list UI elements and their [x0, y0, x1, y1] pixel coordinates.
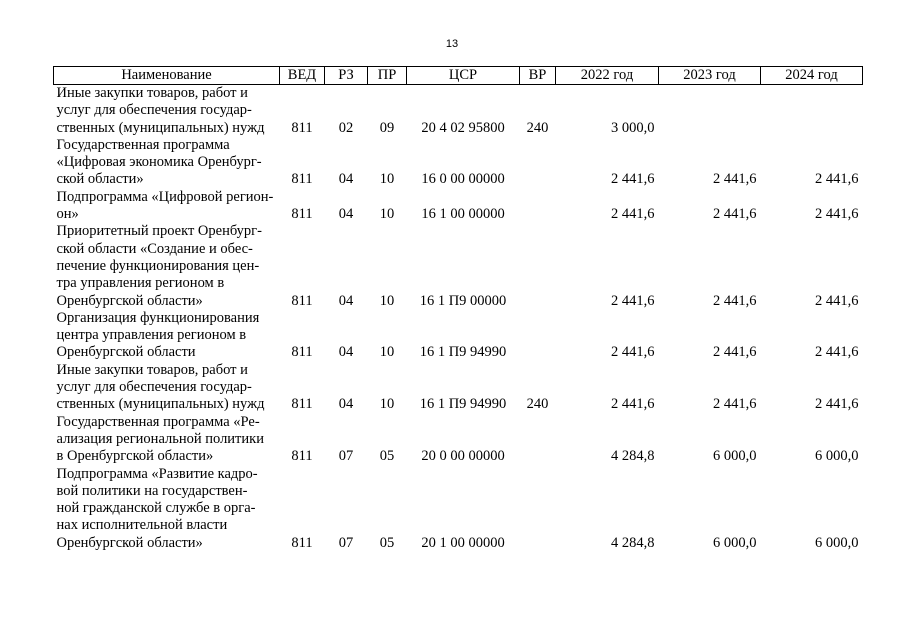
header-csr: ЦСР — [407, 67, 520, 85]
cell-name — [54, 189, 280, 224]
cell-csr: 20 0 00 00000 — [421, 448, 505, 465]
name-line: «Цифровая экономика Оренбург- — [56, 154, 262, 171]
cell-2023: 6 000,0 — [713, 534, 757, 551]
cell-csr: 20 1 00 00000 — [421, 534, 505, 551]
name-line: ной гражданской службе в орга- — [56, 500, 256, 517]
name-line: в Оренбургской области» — [56, 448, 214, 465]
header-2024: 2024 год — [761, 67, 863, 85]
header-ved: ВЕД — [280, 67, 325, 85]
cell-pr: 05 — [379, 534, 395, 551]
cell-ved: 811 — [291, 171, 313, 188]
header-2022: 2022 год — [556, 67, 659, 85]
name-line: Иные закупки товаров, работ и — [56, 85, 248, 101]
cell-2024: 2 441,6 — [815, 206, 859, 223]
cell-2022: 2 441,6 — [611, 292, 655, 309]
cell-2023: 2 441,6 — [713, 171, 757, 188]
cell-pr: 10 — [379, 396, 395, 413]
cell-2024: 2 441,6 — [815, 344, 859, 361]
cell-ved: 811 — [291, 119, 313, 136]
cell-pr: 10 — [379, 292, 395, 309]
cell-rz: 04 — [338, 171, 354, 188]
header-vr: ВР — [520, 67, 556, 85]
cell-vr — [520, 310, 556, 362]
name-line: Оренбургской области» — [56, 292, 203, 309]
cell-pr: 10 — [379, 171, 395, 188]
table-row — [54, 310, 863, 362]
cell-csr: 16 1 П9 94990 — [419, 344, 507, 361]
cell-vr — [520, 466, 556, 552]
cell-csr: 16 0 00 00000 — [421, 171, 505, 188]
cell-pr: 05 — [379, 448, 395, 465]
table-row — [54, 189, 863, 224]
name-line: Подпрограмма «Развитие кадро- — [56, 465, 258, 482]
cell-2023: 2 441,6 — [713, 292, 757, 309]
name-line: Приоритетный проект Оренбург- — [56, 223, 262, 240]
cell-rz: 04 — [338, 396, 354, 413]
cell-2023: 6 000,0 — [713, 448, 757, 465]
cell-2022: 4 284,8 — [611, 448, 655, 465]
cell-name — [54, 137, 280, 189]
cell-2022: 2 441,6 — [611, 206, 655, 223]
cell-ved: 811 — [291, 534, 313, 551]
name-line: Подпрограмма «Цифровой регион- — [56, 188, 274, 205]
cell-2022: 3 000,0 — [611, 119, 655, 136]
name-line: центра управления регионом в — [56, 327, 247, 344]
table-row — [54, 137, 863, 189]
header-rz: РЗ — [325, 67, 368, 85]
name-line: нах исполнительной власти — [56, 517, 228, 534]
cell-2023 — [659, 85, 761, 137]
cell-pr: 10 — [379, 344, 395, 361]
cell-name — [54, 310, 280, 362]
cell-ved: 811 — [291, 206, 313, 223]
cell-2024: 2 441,6 — [815, 292, 859, 309]
cell-ved: 811 — [291, 344, 313, 361]
cell-rz: 07 — [338, 534, 354, 551]
cell-vr: 240 — [526, 396, 549, 413]
cell-2022: 2 441,6 — [611, 344, 655, 361]
name-line: ской области» — [56, 171, 144, 188]
cell-vr — [520, 189, 556, 224]
cell-rz: 04 — [338, 292, 354, 309]
header-name: Наименование — [54, 67, 280, 85]
cell-rz: 04 — [338, 344, 354, 361]
cell-2024: 2 441,6 — [815, 171, 859, 188]
table-row — [54, 466, 863, 552]
cell-vr — [520, 414, 556, 466]
cell-csr: 16 1 П9 00000 — [419, 292, 507, 309]
name-line: печение функционирования цен- — [56, 257, 260, 274]
cell-name — [54, 466, 280, 552]
table-header-row — [54, 67, 863, 85]
cell-ved: 811 — [291, 292, 313, 309]
cell-rz: 04 — [338, 206, 354, 223]
cell-vr: 240 — [526, 119, 549, 136]
name-line: Иные закупки товаров, работ и — [56, 361, 248, 378]
cell-2022: 4 284,8 — [611, 534, 655, 551]
name-line: Государственная программа — [56, 136, 230, 153]
cell-2022: 2 441,6 — [611, 396, 655, 413]
name-line: ственных (муниципальных) нужд — [56, 119, 265, 136]
cell-csr: 16 1 П9 94990 — [419, 396, 507, 413]
cell-ved: 811 — [291, 396, 313, 413]
name-line: Государственная программа «Ре- — [56, 413, 260, 430]
name-line: Оренбургской области — [56, 344, 196, 361]
table-row — [54, 414, 863, 466]
name-line: он» — [56, 206, 79, 223]
cell-vr — [520, 223, 556, 309]
table-body — [54, 85, 863, 553]
cell-2023: 2 441,6 — [713, 396, 757, 413]
cell-2023: 2 441,6 — [713, 344, 757, 361]
cell-name — [54, 362, 280, 414]
name-line: услуг для обеспечения государ- — [56, 379, 252, 396]
cell-csr: 16 1 00 00000 — [421, 206, 505, 223]
header-pr: ПР — [368, 67, 407, 85]
cell-2022: 2 441,6 — [611, 171, 655, 188]
cell-2024: 2 441,6 — [815, 396, 859, 413]
name-line: ской области «Создание и обес- — [56, 240, 253, 257]
page-number: 13 — [445, 38, 459, 50]
cell-ved: 811 — [291, 448, 313, 465]
name-line: ализация региональной политики — [56, 430, 264, 447]
name-line: услуг для обеспечения государ- — [56, 102, 252, 119]
budget-table — [53, 66, 863, 552]
cell-rz: 07 — [338, 448, 354, 465]
cell-rz: 02 — [338, 119, 354, 136]
cell-2024: 6 000,0 — [815, 448, 859, 465]
name-line: вой политики на государствен- — [56, 482, 248, 499]
cell-pr: 10 — [379, 206, 395, 223]
cell-2023: 2 441,6 — [713, 206, 757, 223]
table-row — [54, 85, 863, 137]
cell-pr: 09 — [379, 119, 395, 136]
name-line: Организация функционирования — [56, 309, 260, 326]
cell-name — [54, 85, 280, 137]
name-line: ственных (муниципальных) нужд — [56, 396, 265, 413]
cell-2024: 6 000,0 — [815, 534, 859, 551]
cell-vr — [520, 137, 556, 189]
name-line: тра управления регионом в — [56, 275, 225, 292]
cell-name — [54, 414, 280, 466]
cell-name — [54, 223, 280, 309]
table-row — [54, 223, 863, 309]
header-2023: 2023 год — [659, 67, 761, 85]
cell-csr: 20 4 02 95800 — [421, 119, 505, 136]
name-line: Оренбургской области» — [56, 534, 203, 551]
table-row — [54, 362, 863, 414]
cell-2024 — [761, 85, 863, 137]
